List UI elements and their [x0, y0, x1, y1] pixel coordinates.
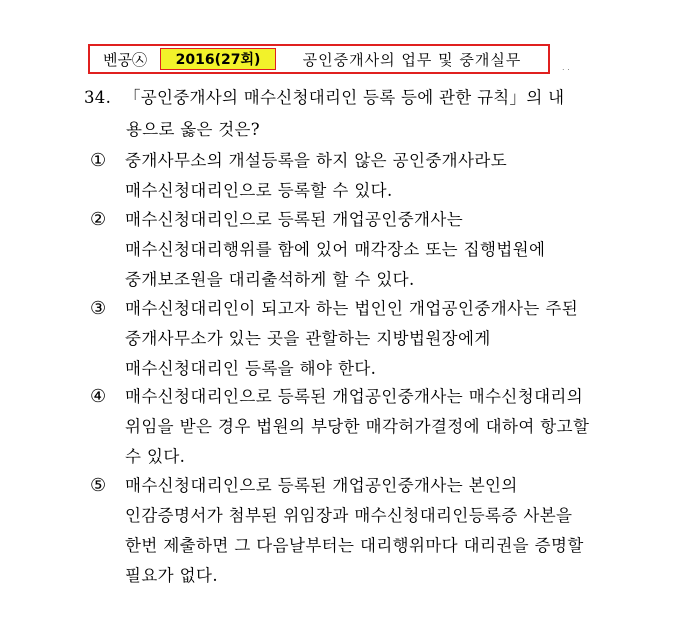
- option-1-mark: ①: [90, 150, 107, 171]
- question-text-1: 「공인중개사의 매수신청대리인 등록 등에 관한 규칙」의 내: [124, 88, 565, 107]
- question-stem: [84, 82, 604, 146]
- publisher-label: 벤공㉦: [103, 50, 147, 69]
- question-stem-line-1: [84, 82, 604, 114]
- option-1-text: 중개사무소의 개설등록을 하지 않은 공인중개사라도 매수신청대리인으로 등록할 수 있다.: [125, 151, 508, 200]
- exam-year-badge: 2016(27회): [160, 48, 276, 70]
- option-3-text: 매수신청대리인이 되고자 하는 법인인 개업공인중개사는 주된 중개사무소가 있는 곳을 관할하는 지방법원장에게 매수신청대리인 등록을 해야 한다.: [125, 299, 579, 378]
- option-4[interactable]: [90, 382, 600, 472]
- subject-title: 공인중개사의 업무 및 중개실무: [302, 50, 522, 69]
- option-4-text: 매수신청대리인으로 등록된 개업공인중개사는 매수신청대리의 위임을 받은 경우 법원의 부당한 매각허가결정에 대하여 항고할 수 있다.: [125, 387, 590, 466]
- option-5-text: 매수신청대리인으로 등록된 개업공인중개사는 본인의 인감증명서가 첨부된 위임장과 매수신청대리인등록증 사본을 한번 제출하면 그 다음날부터는 대리행위마다 대리권을 증명할 필요가 없다.: [125, 476, 584, 585]
- option-2-mark: ②: [90, 209, 107, 230]
- option-3-mark: ③: [90, 298, 107, 319]
- scan-mark: . .: [562, 63, 570, 72]
- option-4-mark: ④: [90, 386, 107, 407]
- option-2[interactable]: [90, 205, 600, 295]
- exam-header: [88, 44, 550, 74]
- option-2-text: 매수신청대리인으로 등록된 개업공인중개사는 매수신청대리행위를 함에 있어 매각장소 또는 집행법원에 중개보조원을 대리출석하게 할 수 있다.: [125, 210, 546, 289]
- option-5[interactable]: [90, 471, 600, 591]
- question-number: 34.: [84, 88, 112, 107]
- question-text-2: 용으로 옳은 것은?: [126, 120, 260, 139]
- option-5-mark: ⑤: [90, 475, 107, 496]
- option-1[interactable]: [90, 146, 600, 206]
- option-3[interactable]: [90, 294, 600, 384]
